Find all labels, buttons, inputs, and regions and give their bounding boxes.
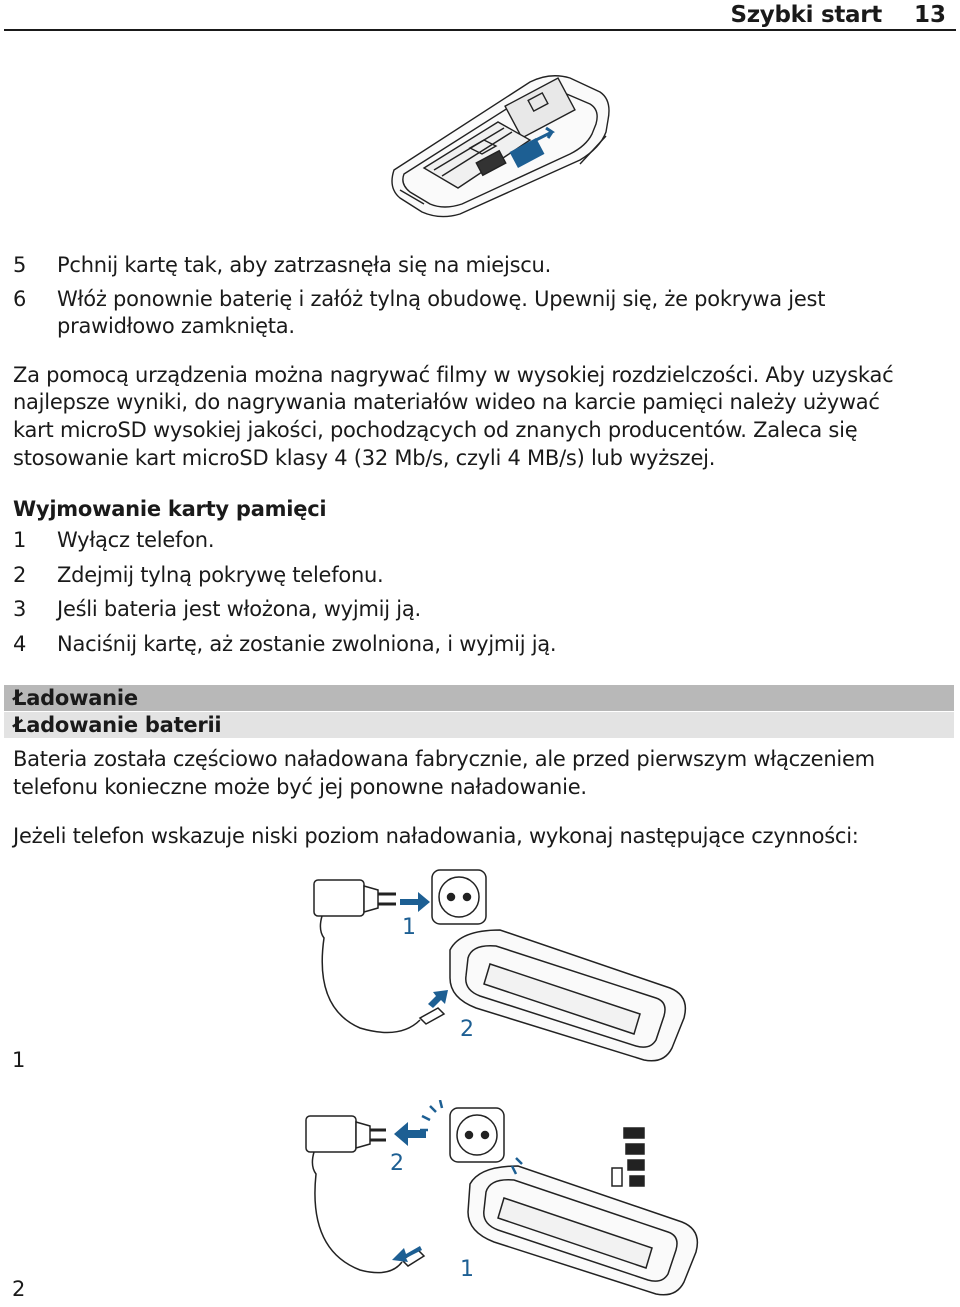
- header-divider: [4, 29, 956, 31]
- step-text: Jeśli bateria jest włożona, wyjmij ją.: [57, 597, 421, 621]
- paragraph-line: najlepsze wyniki, do nagrywania materiałów wideo na karcie pamięci należy używać: [13, 390, 880, 414]
- step-text: Zdejmij tylną pokrywę telefonu.: [57, 563, 384, 587]
- paragraph-line: Bateria została częściowo naładowana fabrycznie, ale przed pierwszym włączeniem: [13, 747, 875, 771]
- phone-back-microsd-insert-illustration: [380, 70, 620, 220]
- subsection-title: Ładowanie baterii: [13, 713, 222, 737]
- step-text: prawidłowo zamknięta.: [57, 314, 295, 338]
- step-text: Włóż ponownie baterię i załóż tylną obudowę. Upewnij się, że pokrywa jest: [57, 287, 826, 311]
- section-title-bar: [4, 685, 954, 711]
- step-text: Naciśnij kartę, aż zostanie zwolniona, i wyjmij ją.: [57, 632, 557, 656]
- paragraph-line: Za pomocą urządzenia można nagrywać filmy w wysokiej rozdzielczości. Aby uzyskać: [13, 363, 894, 387]
- step-number: 1: [13, 528, 27, 552]
- page-number: 13: [913, 2, 946, 28]
- figure-label: 1: [12, 1048, 26, 1072]
- step-text: Wyłącz telefon.: [57, 528, 215, 552]
- figure-label: 2: [12, 1277, 26, 1301]
- step-number: 2: [13, 563, 27, 587]
- step-text: Pchnij kartę tak, aby zatrzasnęła się na miejscu.: [57, 253, 552, 277]
- figure-callout: 1: [460, 1257, 474, 1282]
- paragraph-line: telefonu konieczne może być jej ponowne naładowanie.: [13, 775, 587, 799]
- charger-connect-illustration: [300, 868, 700, 1068]
- figure-callout: 2: [460, 1017, 474, 1042]
- section-heading: Wyjmowanie karty pamięci: [13, 497, 327, 521]
- low-battery-instruction: Jeżeli telefon wskazuje niski poziom naładowania, wykonaj następujące czynności:: [13, 824, 859, 848]
- step-number: 6: [13, 287, 27, 311]
- step-number: 4: [13, 632, 27, 656]
- paragraph-line: kart microSD wysokiej jakości, pochodzących od znanych producentów. Zaleca się: [13, 418, 858, 442]
- subsection-title-bar: [4, 712, 954, 738]
- charger-disconnect-illustration: [290, 1100, 710, 1300]
- figure-callout: 2: [390, 1151, 404, 1176]
- paragraph-line: stosowanie kart microSD klasy 4 (32 Mb/s, czyli 4 MB/s) lub wyższej.: [13, 446, 716, 470]
- figure-callout: 1: [402, 915, 416, 940]
- section-title: Ładowanie: [13, 686, 138, 710]
- header-title: Szybki start: [730, 2, 882, 28]
- step-number: 5: [13, 253, 27, 277]
- step-number: 3: [13, 597, 27, 621]
